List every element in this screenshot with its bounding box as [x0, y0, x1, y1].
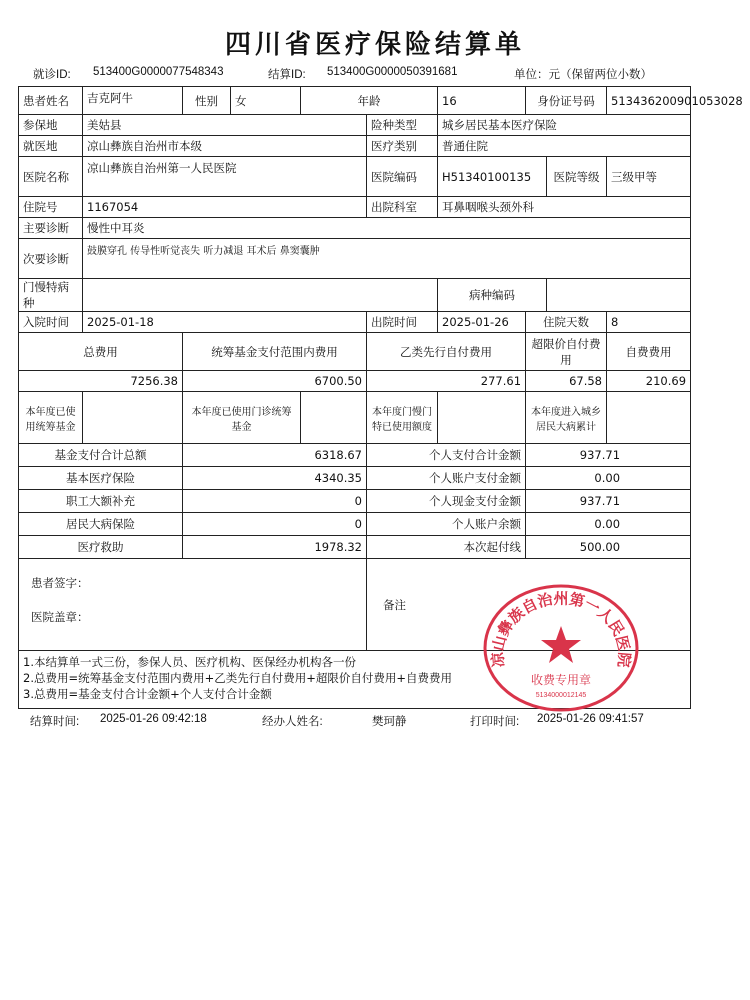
unit-note: 单位：元（保留两位小数）	[514, 69, 652, 81]
dept-label: 出院科室	[367, 197, 438, 218]
chronic-disease	[83, 279, 438, 312]
account-pay: 0.00	[526, 467, 691, 490]
insured-place-label: 参保地	[19, 115, 83, 136]
hospital-label: 医院名称	[19, 157, 83, 197]
insurance-type-label: 险种类型	[367, 115, 438, 136]
hospital-level: 三级甲等	[607, 157, 691, 197]
admit-date: 2025-01-18	[83, 312, 367, 333]
gender-label: 性别	[183, 87, 231, 115]
staff-supplement: 0	[183, 490, 367, 513]
cash-pay-label: 个人现金支付金额	[367, 490, 526, 513]
gender: 女	[231, 87, 301, 115]
cash-pay: 937.71	[526, 490, 691, 513]
annual-chronic-used-label: 本年度门慢门特已使用额度	[367, 392, 438, 444]
id-number: 513436200901053028	[607, 87, 691, 115]
hospital-seal-label: 医院盖章：	[31, 610, 89, 624]
annual-chronic-used	[438, 392, 526, 444]
fund-total: 6318.67	[183, 444, 367, 467]
secondary-diagnosis: 鼓膜穿孔 传导性听觉丧失 听力减退 耳术后 鼻窦囊肿	[83, 239, 691, 279]
personal-total: 937.71	[526, 444, 691, 467]
class-b-fee: 277.61	[367, 371, 526, 392]
settlement-table	[18, 86, 743, 709]
settle-id: 513400G0000050391681	[327, 66, 458, 78]
annual-fund-used-label: 本年度已使用统筹基金	[19, 392, 83, 444]
hospital-name: 凉山彝族自治州第一人民医院	[83, 157, 367, 197]
chronic-label: 门慢特病种	[19, 279, 83, 312]
age-label: 年龄	[301, 87, 438, 115]
visit-place-label: 就医地	[19, 136, 83, 157]
self-fee: 210.69	[607, 371, 691, 392]
visit-id: 513400G0000077548343	[93, 66, 224, 78]
settle-time: 2025-01-26 09:42:18	[100, 713, 207, 725]
patient-signature-label: 患者签字：	[31, 576, 89, 590]
visit-place: 凉山彝族自治州市本级	[83, 136, 367, 157]
insurance-type: 城乡居民基本医疗保险	[438, 115, 691, 136]
operator-label: 经办人姓名:	[262, 716, 323, 728]
remark-cell	[367, 559, 691, 651]
print-time-label: 打印时间:	[470, 716, 520, 728]
discharge-dept: 耳鼻咽喉头颈外科	[438, 197, 691, 218]
signature-cell	[19, 559, 367, 651]
annual-serious-cum-label: 本年度进入城乡居民大病累计	[526, 392, 607, 444]
disease-code	[547, 279, 691, 312]
annual-outpatient-used	[301, 392, 367, 444]
medical-aid: 1978.32	[183, 536, 367, 559]
total-fee-label: 总费用	[19, 333, 183, 371]
over-limit-fee: 67.58	[526, 371, 607, 392]
stamp-sub-text: 收费专用章	[530, 673, 592, 687]
basic-insurance: 4340.35	[183, 467, 367, 490]
personal-total-label: 个人支付合计金额	[367, 444, 526, 467]
medical-type: 普通住院	[438, 136, 691, 157]
account-balance: 0.00	[526, 513, 691, 536]
admit-date-label: 入院时间	[19, 312, 83, 333]
main-diagnosis: 慢性中耳炎	[83, 218, 691, 239]
serious-insurance: 0	[183, 513, 367, 536]
annual-fund-used	[83, 392, 183, 444]
annual-outpatient-used-label: 本年度已使用门诊统筹基金	[183, 392, 301, 444]
discharge-date: 2025-01-26	[438, 312, 526, 333]
settle-time-label: 结算时间:	[30, 716, 80, 728]
document-title: 四川省医疗保险结算单	[224, 30, 525, 60]
discharge-date-label: 出院时间	[367, 312, 438, 333]
over-limit-label: 超限价自付费用	[526, 333, 607, 371]
threshold-label: 本次起付线	[367, 536, 526, 559]
patient-name: 吉克阿牛	[83, 87, 183, 115]
note-line: 3.总费用=基金支付合计金额+个人支付合计金额	[23, 687, 272, 701]
hospital-level-label: 医院等级	[547, 157, 607, 197]
insured-place: 美姑县	[83, 115, 367, 136]
sub-diag-label: 次要诊断	[19, 239, 83, 279]
stamp-text: 凉山彝族自治州第一人民医院	[488, 589, 634, 669]
hospital-code-label: 医院编码	[367, 157, 438, 197]
stay-days: 8	[607, 312, 691, 333]
admission-no: 1167054	[83, 197, 367, 218]
staff-supplement-label: 职工大额补充	[19, 490, 183, 513]
annual-serious-cum	[607, 392, 691, 444]
note-line: 1.本结算单一式三份，参保人员、医疗机构、医保经办机构各一份	[23, 655, 356, 669]
hospital-code: H51340100135	[438, 157, 547, 197]
name-label: 患者姓名	[19, 87, 83, 115]
visit-id-label: 就诊ID:	[33, 69, 71, 81]
medical-type-label: 医疗类别	[367, 136, 438, 157]
age: 16	[438, 87, 526, 115]
medical-aid-label: 医疗救助	[19, 536, 183, 559]
main-diag-label: 主要诊断	[19, 218, 83, 239]
settle-id-label: 结算ID:	[268, 69, 306, 81]
self-fee-label: 自费费用	[607, 333, 691, 371]
threshold: 500.00	[526, 536, 691, 559]
disease-code-label: 病种编码	[438, 279, 547, 312]
operator-name: 樊珂静	[372, 716, 407, 728]
in-scope-fee: 6700.50	[183, 371, 367, 392]
notes-cell	[19, 651, 691, 709]
id-label: 身份证号码	[526, 87, 607, 115]
in-scope-label: 统筹基金支付范围内费用	[183, 333, 367, 371]
serious-insurance-label: 居民大病保险	[19, 513, 183, 536]
fund-total-label: 基金支付合计总额	[19, 444, 183, 467]
print-time: 2025-01-26 09:41:57	[537, 713, 644, 725]
basic-insurance-label: 基本医疗保险	[19, 467, 183, 490]
class-b-label: 乙类先行自付费用	[367, 333, 526, 371]
admission-no-label: 住院号	[19, 197, 83, 218]
account-pay-label: 个人账户支付金额	[367, 467, 526, 490]
note-line: 2.总费用=统筹基金支付范围内费用+乙类先行自付费用+超限价自付费用+自费费用	[23, 671, 453, 685]
days-label: 住院天数	[526, 312, 607, 333]
remark-label: 备注	[383, 597, 406, 612]
stamp-code: 5134000012145	[535, 692, 587, 699]
account-balance-label: 个人账户余额	[367, 513, 526, 536]
total-fee: 7256.38	[19, 371, 183, 392]
